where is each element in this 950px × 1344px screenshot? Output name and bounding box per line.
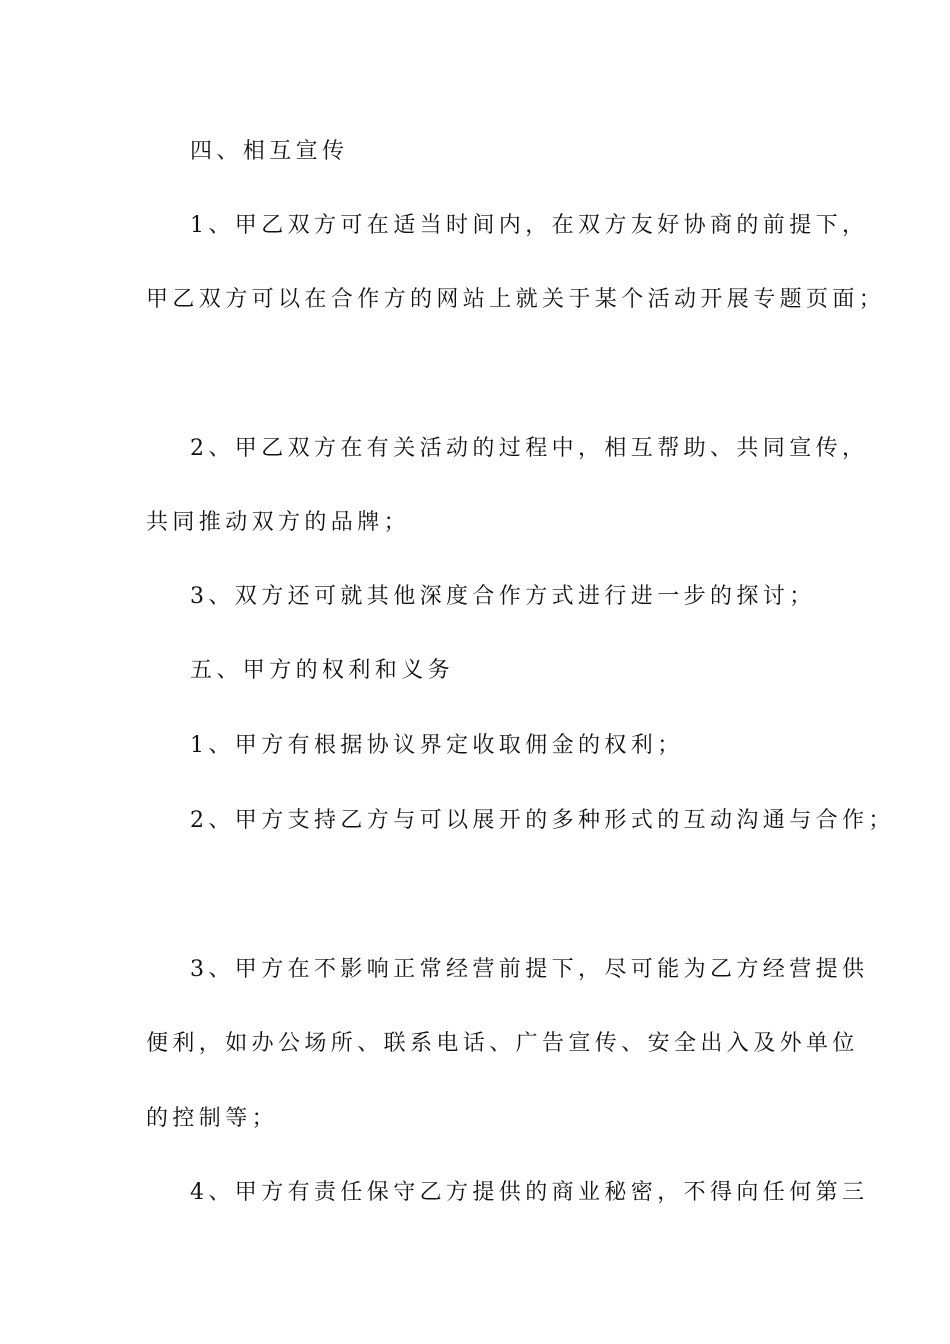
paragraph-line: 2、甲乙双方在有关活动的过程中，相互帮助、共同宣传， — [190, 436, 869, 461]
section-heading-mutual-promotion: 四、相互宣传 — [190, 139, 349, 164]
paragraph-line: 2、甲方支持乙方与可以展开的多种形式的互动沟通与合作； — [190, 808, 895, 833]
paragraph-line: 3、甲方在不影响正常经营前提下，尽可能为乙方经营提供 — [190, 957, 869, 982]
paragraph-line: 共同推动双方的品牌； — [146, 510, 411, 535]
paragraph-line: 1、甲方有根据协议界定收取佣金的权利； — [190, 733, 684, 758]
paragraph-line: 4、甲方有责任保守乙方提供的商业秘密，不得向任何第三 — [190, 1180, 869, 1205]
paragraph-line: 甲乙双方可以在合作方的网站上就关于某个活动开展专题页面； — [146, 287, 886, 312]
paragraph-line: 1、甲乙双方可在适当时间内，在双方友好协商的前提下， — [190, 213, 869, 238]
paragraph-line: 的控制等； — [146, 1106, 279, 1131]
section-heading-party-a-rights: 五、甲方的权利和义务 — [190, 658, 455, 683]
paragraph-line: 便利，如办公场所、联系电话、广告宣传、安全出入及外单位 — [146, 1031, 859, 1056]
paragraph-line: 3、双方还可就其他深度合作方式进行进一步的探讨； — [190, 584, 816, 609]
